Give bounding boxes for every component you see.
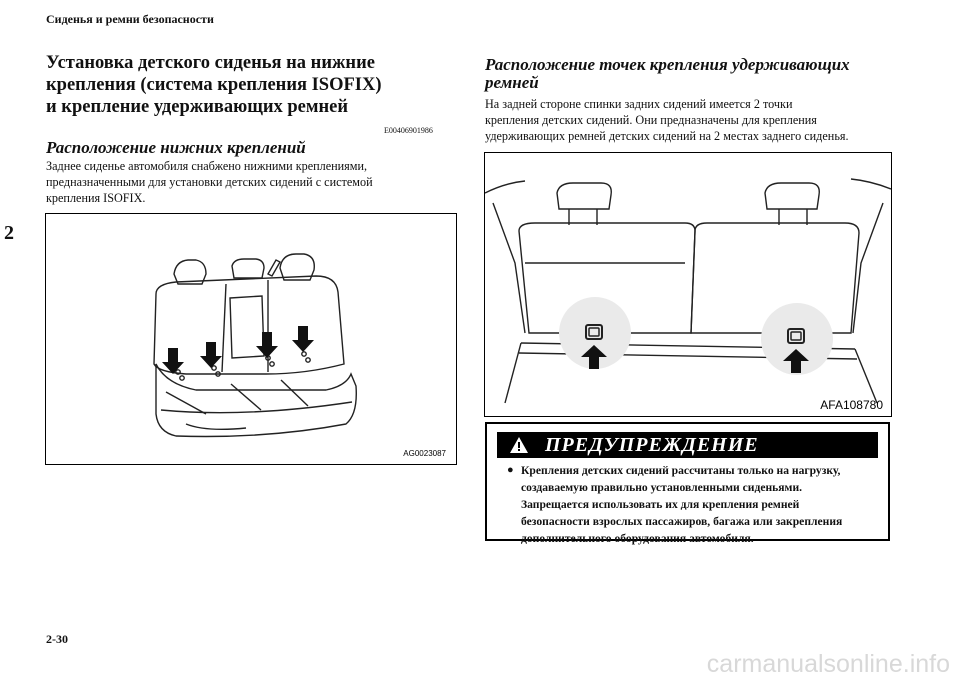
section-code: E00406901986: [384, 126, 433, 135]
figure-code-left: AG0023087: [403, 449, 446, 458]
page-number: 2-30: [46, 632, 68, 646]
warning-box: [485, 422, 890, 545]
warning-title: ПРЕДУПРЕЖДЕНИЕ: [545, 434, 759, 456]
rear-seat-figure: [45, 213, 457, 465]
chapter-tab: 2: [4, 222, 14, 244]
lower-anchors-paragraph: Заднее сиденье автомобиля снабжено нижними креплениями, предназначенными для установки детских сидений с системой крепления ISOFIX.: [46, 159, 373, 205]
seatback-figure: [484, 152, 892, 417]
warning-triangle-icon: [509, 436, 529, 454]
lower-anchors-subtitle: Расположение нижних креплений: [46, 138, 306, 157]
main-title: Установка детского сиденья на нижние крепления (система крепления ISOFIX) и крепление удерживающих ремней: [46, 53, 382, 117]
warning-header: [497, 432, 878, 458]
seatback-illustration: [485, 153, 891, 416]
tether-anchors-subtitle-line2: ремней: [485, 73, 539, 92]
tether-anchors-paragraph: На задней стороне спинки задних сидений имеется 2 точки крепления детских сидений. Они предназначены для крепления удерживающих ремней детских сидений на 2 местах заднего сиденья.: [485, 97, 849, 143]
tether-anchors-subtitle-line1: Расположение точек крепления удерживающих: [485, 55, 850, 74]
watermark: carmanualsonline.info: [706, 650, 950, 678]
warning-text: Крепления детских сидений рассчитаны только на нагрузку, создаваемую правильно установленными сиденьями. Запрещается использовать их для крепления ремней безопасности взрослых пассажиров, багажа или закрепления дополнительного оборудования автомобиля.: [521, 464, 843, 545]
running-header: Сиденья и ремни безопасности: [46, 12, 214, 26]
warning-bullet: ●: [507, 464, 514, 476]
figure-code-right: AFA108780: [820, 398, 883, 412]
rear-seat-illustration: [46, 214, 456, 464]
